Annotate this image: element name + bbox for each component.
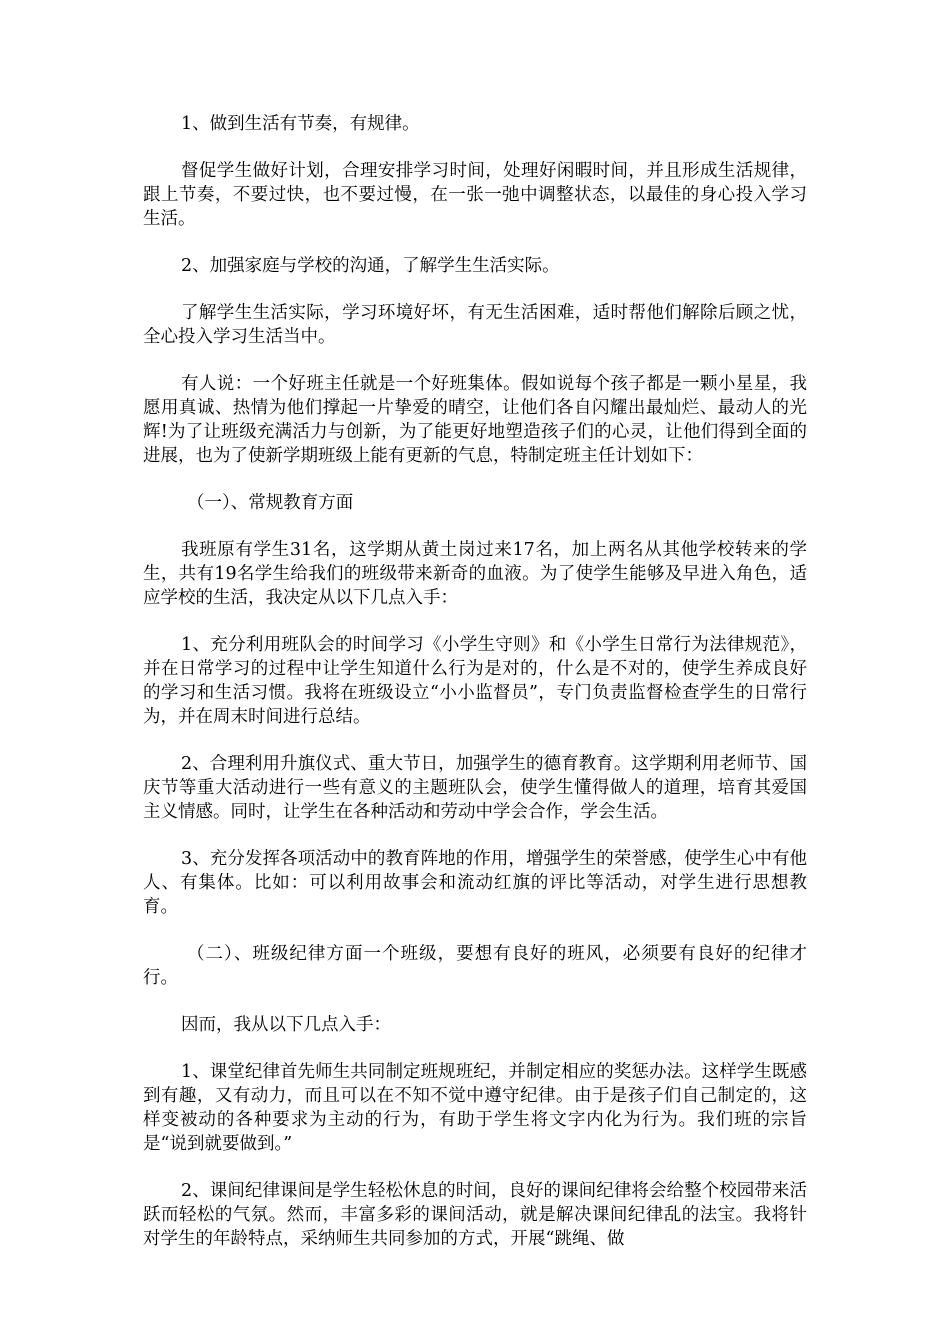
paragraph: 了解学生生活实际，学习环境好坏，有无生活困难，适时帮他们解除后顾之忧，全心投入学习生活当中。 [143, 303, 807, 347]
section-heading: （二）、班级纪律方面一个班级，要想有良好的班风，必须要有良好的纪律才行。 [143, 944, 807, 988]
paragraph: 我班原有学生31名，这学期从黄土岗过来17名，加上两名从其他学校转来的学生，共有19名学生给我们的班级带来新奇的血液。为了使学生能够及早进入角色，适应学校的生活，我决定从以下几点入手： [143, 540, 807, 608]
paragraph: 2、加强家庭与学校的沟通，了解学生生活实际。 [181, 256, 560, 276]
paragraph: 1、做到生活有节奏，有规律。 [181, 114, 420, 134]
paragraph: 2、合理利用升旗仪式、重大节日，加强学生的德育教育。这学期利用老师节、国庆节等重大活动进行一些有意义的主题班队会，使学生懂得做人的道理，培育其爱国主义情感。同时，让学生在各种活动和劳动中学会合作，学会生活。 [143, 754, 807, 822]
paragraph: 有人说：一个好班主任就是一个好班集体。假如说每个孩子都是一颗小星星，我愿用真诚、热情为他们撑起一片挚爱的晴空，让他们各自闪耀出最灿烂、最动人的光辉!为了让班级充满活力与创新，为了能更好地塑造孩子们的心灵，让他们得到全面的进展，也为了使新学期班级上能有更新的气息，特制定班主任计划如下： [143, 374, 807, 466]
paragraph: 3、充分发挥各项活动中的教育阵地的作用，增强学生的荣誉感，使学生心中有他人、有集体。比如：可以利用故事会和流动红旗的评比等活动，对学生进行思想教育。 [143, 849, 807, 917]
paragraph: 2、课间纪律课间是学生轻松休息的时间，良好的课间纪律将会给整个校园带来活跃而轻松的气氛。然而，丰富多彩的课间活动，就是解决课间纪律乱的法宝。我将针对学生的年龄特点，采纳师生共同参加的方式，开展“跳绳、做 [143, 1181, 807, 1249]
paragraph: 督促学生做好计划，合理安排学习时间，处理好闲暇时间，并且形成生活规律，跟上节奏，不要过快，也不要过慢，在一张一弛中调整状态，以最佳的身心投入学习生活。 [143, 161, 807, 229]
paragraph: 1、充分利用班队会的时间学习《小学生守则》和《小学生日常行为法律规范》，并在日常学习的过程中让学生知道什么行为是对的，什么是不对的，使学生养成良好的学习和生活习惯。我将在班级设立“小小监督员”，专门负责监督检查学生的日常行为，并在周末时间进行总结。 [143, 635, 807, 727]
section-heading: （一）、常规教育方面 [187, 493, 354, 513]
document-body [143, 112, 807, 1274]
paragraph: 1、课堂纪律首先师生共同制定班规班纪，并制定相应的奖惩办法。这样学生既感到有趣，又有动力，而且可以在不知不觉中遵守纪律。由于是孩子们自己制定的，这样变被动的各种要求为主动的行为，有助于学生将文字内化为行为。我们班的宗旨是“说到就要做到。” [143, 1062, 807, 1154]
paragraph: 因而，我从以下几点入手： [181, 1015, 391, 1035]
